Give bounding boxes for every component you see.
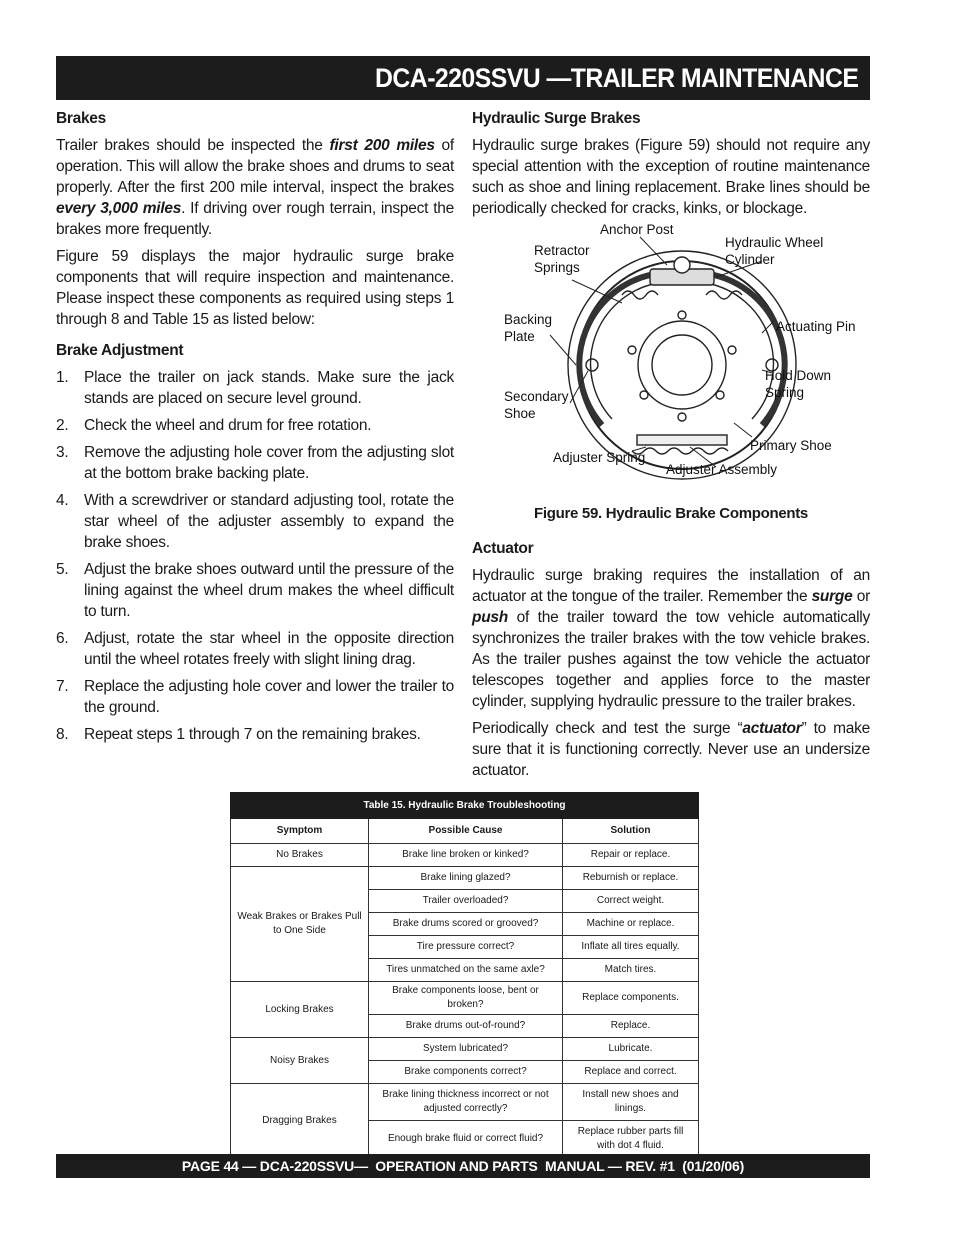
step-text: Place the trailer on jack stands. Make sure the jack stands are placed on secure level ground.: [84, 369, 454, 407]
hub-outline: [638, 321, 726, 409]
page-footer: [56, 1154, 870, 1178]
brakes-heading: Brakes: [56, 110, 106, 127]
emphasis-actuator: actuator: [742, 720, 802, 737]
hub-center: [652, 335, 712, 395]
brakes-paragraph: [56, 135, 454, 240]
emphasis-push: push: [472, 609, 509, 626]
surge-brakes-heading: Hydraulic Surge Brakes: [472, 110, 641, 127]
emphasis-first-200-miles: first 200 miles: [329, 137, 435, 154]
brake-diagram-figure: [472, 222, 870, 495]
step-number: 4.: [56, 492, 69, 509]
step-item: [56, 628, 454, 670]
symptom-cell: Dragging Brakes: [231, 1084, 369, 1158]
step-number: 8.: [56, 726, 69, 743]
text-run: Periodically check and test the surge “: [472, 720, 743, 737]
cause-cell: Brake components correct?: [369, 1061, 563, 1084]
cause-cell: Brake line broken or kinked?: [369, 844, 563, 867]
solution-cell: Repair or replace.: [563, 844, 699, 867]
step-text: With a screwdriver or standard adjusting tool, rotate the star wheel of the adjuster assembly to expand the brake shoes.: [84, 492, 454, 551]
label-line: Cylinder: [725, 252, 775, 267]
solution-cell: Match tires.: [563, 959, 699, 982]
table-header-solution: Solution: [563, 819, 699, 844]
table-title: Table 15. Hydraulic Brake Troubleshooting: [231, 793, 699, 819]
solution-cell: Inflate all tires equally.: [563, 936, 699, 959]
table-row: [231, 1084, 699, 1121]
step-number: 6.: [56, 630, 69, 647]
anchor-post: [674, 257, 690, 273]
step-number: 1.: [56, 369, 69, 386]
cause-cell: Brake drums scored or grooved?: [369, 913, 563, 936]
text-run: Hydraulic surge braking requires the installation of an actuator at the tongue of the trailer. Remember the: [472, 567, 870, 605]
text-run: . If driving over rough terrain, inspect the brakes more frequently.: [56, 200, 454, 238]
label-line: Hold Down: [765, 368, 832, 383]
table-row: [231, 982, 699, 1015]
adjuster-assembly: [637, 435, 727, 445]
solution-cell: Lubricate.: [563, 1038, 699, 1061]
step-item: [56, 676, 454, 718]
step-item: [56, 490, 454, 553]
text-run: of the trailer toward the tow vehicle automatically synchronizes the trailer brakes with the tow vehicle brakes. As the trailer pushes against the tow vehicle the actuator telescopes together and applies force to the master cylinder, supplying hydraulic pressure to the trailer brakes.: [472, 609, 870, 710]
label-line: Retractor: [534, 243, 590, 258]
figure-reference-paragraph: Figure 59 displays the major hydraulic surge brake components that will require inspection and maintenance. Please inspect these components as required using steps 1 through 8 and Table 15 as listed below:: [56, 248, 454, 328]
cause-cell: Brake lining glazed?: [369, 867, 563, 890]
step-item: [56, 442, 454, 484]
solution-cell: Install new shoes and linings.: [563, 1084, 699, 1121]
label-anchor-post: Anchor Post: [600, 222, 674, 237]
table-header-symptom: Symptom: [231, 819, 369, 844]
table-row: [231, 1038, 699, 1061]
right-column: [472, 108, 870, 787]
cause-cell: Enough brake fluid or correct fluid?: [369, 1121, 563, 1158]
cause-cell: Brake drums out-of-round?: [369, 1015, 563, 1038]
solution-cell: Replace components.: [563, 982, 699, 1015]
solution-cell: Reburnish or replace.: [563, 867, 699, 890]
step-text: Adjust the brake shoes outward until the pressure of the lining against the wheel drum makes the wheel difficult to turn.: [84, 561, 454, 620]
hold-down-spring-left: [586, 359, 598, 371]
step-number: 2.: [56, 417, 69, 434]
label-line: Hydraulic Wheel: [725, 235, 824, 250]
step-number: 7.: [56, 678, 69, 695]
label-secondary-shoe: [504, 388, 569, 422]
solution-cell: Replace rubber parts fill with dot 4 fluid.: [563, 1121, 699, 1158]
step-item: [56, 724, 454, 745]
actuator-paragraph-2: [472, 718, 870, 781]
text-run: or: [852, 588, 870, 605]
figure-caption: Figure 59. Hydraulic Brake Components: [534, 505, 808, 522]
label-adjuster-assembly: Adjuster Assembly: [666, 462, 778, 477]
page-title-bar: [56, 56, 870, 100]
troubleshooting-table: [230, 792, 699, 1158]
cause-cell: System lubricated?: [369, 1038, 563, 1061]
emphasis-every-3000-miles: every 3,000 miles: [56, 200, 182, 217]
symptom-cell: Weak Brakes or Brakes Pull to One Side: [231, 867, 369, 982]
table-header-cause: Possible Cause: [369, 819, 563, 844]
cause-cell: Brake components loose, bent or broken?: [369, 982, 563, 1015]
symptom-cell: No Brakes: [231, 844, 369, 867]
adjuster-spring: [632, 448, 728, 454]
actuator-heading: Actuator: [472, 540, 534, 557]
label-hold-down-spring: [765, 367, 831, 401]
step-text: Check the wheel and drum for free rotation.: [84, 417, 372, 434]
label-line: Spring: [765, 385, 805, 400]
step-text: Replace the adjusting hole cover and lower the trailer to the ground.: [84, 678, 454, 716]
solution-cell: Machine or replace.: [563, 913, 699, 936]
label-primary-shoe: Primary Shoe: [750, 438, 832, 453]
step-text: Repeat steps 1 through 7 on the remaining brakes.: [84, 726, 421, 743]
label-line: Backing: [504, 312, 553, 327]
symptom-cell: Noisy Brakes: [231, 1038, 369, 1084]
table-row: [231, 844, 699, 867]
step-item: [56, 415, 454, 436]
label-hydraulic-wheel-cylinder: [725, 234, 823, 268]
solution-cell: Correct weight.: [563, 890, 699, 913]
adjustment-steps-list: [56, 367, 454, 745]
text-run: ” to make sure that it is functioning correctly. Never use an undersize actuator.: [472, 720, 870, 779]
table-row: [231, 867, 699, 890]
brake-adjustment-heading: Brake Adjustment: [56, 342, 184, 359]
page-title: DCA-220SSVU —TRAILER MAINTENANCE: [374, 62, 858, 93]
label-line: Plate: [504, 329, 535, 344]
actuator-paragraph-1: [472, 565, 870, 712]
label-line: Shoe: [504, 406, 536, 421]
label-line: Secondary: [504, 389, 569, 404]
step-item: [56, 559, 454, 622]
label-retractor-springs: [534, 242, 590, 276]
cause-cell: Tire pressure correct?: [369, 936, 563, 959]
text-run: of operation. This will allow the brake shoes and drums to seat properly. After the first 200 mile interval, inspect the brakes: [56, 137, 454, 196]
symptom-cell: Locking Brakes: [231, 982, 369, 1038]
label-adjuster-spring: Adjuster Spring: [553, 450, 646, 465]
label-line: Springs: [534, 260, 580, 275]
step-number: 3.: [56, 444, 69, 461]
solution-cell: Replace and correct.: [563, 1061, 699, 1084]
label-backing-plate: [504, 311, 552, 345]
emphasis-surge: surge: [811, 588, 853, 605]
label-actuating-pin: Actuating Pin: [776, 319, 856, 334]
footer-text: PAGE 44 — DCA-220SSVU— OPERATION AND PARTS MANUAL — REV. #1 (01/20/06): [181, 1158, 745, 1174]
solution-cell: Replace.: [563, 1015, 699, 1038]
cause-cell: Brake lining thickness incorrect or not adjusted correctly?: [369, 1084, 563, 1121]
step-item: [56, 367, 454, 409]
left-column: [56, 108, 454, 751]
surge-brakes-paragraph: Hydraulic surge brakes (Figure 59) should not require any special attention with the exception of routine maintenance such as shoe and lining replacement. Brake lines should be periodically checked for cracks, kinks, or blockage.: [472, 137, 870, 217]
step-text: Adjust, rotate the star wheel in the opposite direction until the wheel rotates freely with slight lining drag.: [84, 630, 454, 668]
cause-cell: Tires unmatched on the same axle?: [369, 959, 563, 982]
cause-cell: Trailer overloaded?: [369, 890, 563, 913]
step-number: 5.: [56, 561, 69, 578]
text-run: Trailer brakes should be inspected the: [56, 137, 330, 154]
step-text: Remove the adjusting hole cover from the adjusting slot at the bottom brake backing plate.: [84, 444, 454, 482]
